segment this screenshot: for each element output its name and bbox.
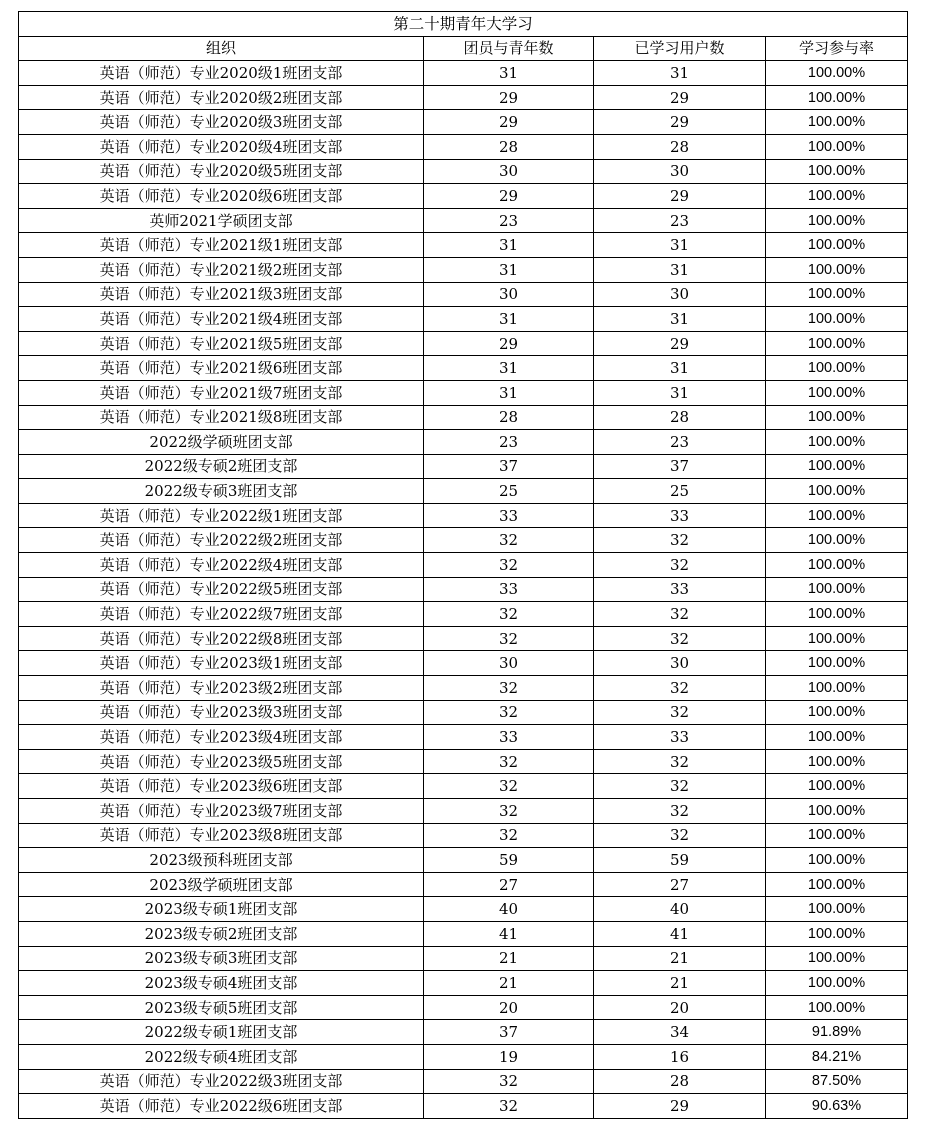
- participation-rate-cell: 100.00%: [766, 749, 908, 774]
- learned-count-cell: 20: [594, 995, 766, 1020]
- table-row: [19, 577, 908, 602]
- table-row: [19, 85, 908, 110]
- table-row: [19, 331, 908, 356]
- org-cell: 英语（师范）专业2021级5班团支部: [19, 331, 424, 356]
- learned-count-cell: 27: [594, 872, 766, 897]
- org-cell: 2022级专硕4班团支部: [19, 1044, 424, 1069]
- table-row: [19, 995, 908, 1020]
- learned-count-cell: 29: [594, 110, 766, 135]
- participation-rate-cell: 100.00%: [766, 331, 908, 356]
- participation-rate-cell: 100.00%: [766, 823, 908, 848]
- table-row: [19, 282, 908, 307]
- org-cell: 2023级学硕班团支部: [19, 872, 424, 897]
- org-cell: 英语（师范）专业2023级4班团支部: [19, 725, 424, 750]
- learned-count-cell: 28: [594, 134, 766, 159]
- member-count-cell: 32: [424, 1069, 594, 1094]
- header-row: [19, 36, 908, 61]
- member-count-cell: 29: [424, 331, 594, 356]
- org-cell: 英语（师范）专业2020级5班团支部: [19, 159, 424, 184]
- learned-count-cell: 29: [594, 184, 766, 209]
- learned-count-cell: 34: [594, 1020, 766, 1045]
- participation-rate-cell: 84.21%: [766, 1044, 908, 1069]
- participation-rate-cell: 100.00%: [766, 307, 908, 332]
- table-row: [19, 356, 908, 381]
- participation-rate-cell: 100.00%: [766, 946, 908, 971]
- org-cell: 英语（师范）专业2022级4班团支部: [19, 553, 424, 578]
- participation-rate-cell: 100.00%: [766, 454, 908, 479]
- participation-rate-cell: 100.00%: [766, 725, 908, 750]
- org-cell: 英语（师范）专业2022级7班团支部: [19, 602, 424, 627]
- learned-count-cell: 30: [594, 651, 766, 676]
- table-row: [19, 503, 908, 528]
- member-count-cell: 32: [424, 528, 594, 553]
- table-body: [19, 12, 908, 1119]
- table-row: [19, 872, 908, 897]
- participation-rate-cell: 100.00%: [766, 405, 908, 430]
- org-cell: 英语（师范）专业2021级7班团支部: [19, 380, 424, 405]
- member-count-cell: 59: [424, 848, 594, 873]
- member-count-cell: 29: [424, 85, 594, 110]
- learned-count-cell: 23: [594, 430, 766, 455]
- member-count-cell: 32: [424, 823, 594, 848]
- participation-rate-cell: 100.00%: [766, 233, 908, 258]
- learned-count-cell: 32: [594, 700, 766, 725]
- member-count-cell: 29: [424, 110, 594, 135]
- participation-rate-cell: 100.00%: [766, 626, 908, 651]
- learned-count-cell: 32: [594, 602, 766, 627]
- org-cell: 英语（师范）专业2022级8班团支部: [19, 626, 424, 651]
- org-cell: 2023级专硕5班团支部: [19, 995, 424, 1020]
- participation-rate-cell: 100.00%: [766, 356, 908, 381]
- learned-count-cell: 29: [594, 331, 766, 356]
- participation-rate-cell: 100.00%: [766, 921, 908, 946]
- learned-count-cell: 41: [594, 921, 766, 946]
- table-row: [19, 1069, 908, 1094]
- participation-rate-cell: 100.00%: [766, 134, 908, 159]
- member-count-cell: 31: [424, 356, 594, 381]
- participation-rate-cell: 100.00%: [766, 208, 908, 233]
- member-count-cell: 37: [424, 1020, 594, 1045]
- participation-rate-cell: 100.00%: [766, 257, 908, 282]
- learned-count-cell: 32: [594, 749, 766, 774]
- member-count-cell: 32: [424, 553, 594, 578]
- org-cell: 2023级专硕4班团支部: [19, 971, 424, 996]
- learned-count-cell: 32: [594, 823, 766, 848]
- learned-count-cell: 33: [594, 577, 766, 602]
- table-row: [19, 110, 908, 135]
- table-row: [19, 626, 908, 651]
- table-row: [19, 971, 908, 996]
- participation-rate-cell: 100.00%: [766, 528, 908, 553]
- learned-count-cell: 23: [594, 208, 766, 233]
- learned-count-cell: 32: [594, 553, 766, 578]
- member-count-cell: 25: [424, 479, 594, 504]
- member-count-cell: 40: [424, 897, 594, 922]
- learned-count-cell: 31: [594, 307, 766, 332]
- participation-rate-cell: 90.63%: [766, 1094, 908, 1119]
- learned-count-cell: 21: [594, 971, 766, 996]
- member-count-cell: 28: [424, 134, 594, 159]
- table-row: [19, 774, 908, 799]
- participation-rate-cell: 100.00%: [766, 479, 908, 504]
- learned-count-cell: 31: [594, 61, 766, 86]
- participation-rate-cell: 100.00%: [766, 577, 908, 602]
- member-count-cell: 31: [424, 61, 594, 86]
- table-row: [19, 61, 908, 86]
- participation-rate-cell: 100.00%: [766, 184, 908, 209]
- table-row: [19, 380, 908, 405]
- participation-rate-cell: 100.00%: [766, 651, 908, 676]
- participation-rate-cell: 100.00%: [766, 872, 908, 897]
- table-row: [19, 479, 908, 504]
- study-participation-table: [18, 11, 908, 1119]
- org-cell: 英语（师范）专业2021级1班团支部: [19, 233, 424, 258]
- org-cell: 2023级专硕2班团支部: [19, 921, 424, 946]
- title-row: [19, 12, 908, 37]
- learned-count-cell: 33: [594, 503, 766, 528]
- participation-rate-cell: 100.00%: [766, 602, 908, 627]
- participation-rate-cell: 100.00%: [766, 380, 908, 405]
- header-organization: 组织: [19, 36, 424, 61]
- learned-count-cell: 28: [594, 1069, 766, 1094]
- org-cell: 2022级专硕3班团支部: [19, 479, 424, 504]
- header-participation-rate: 学习参与率: [766, 36, 908, 61]
- org-cell: 英语（师范）专业2020级6班团支部: [19, 184, 424, 209]
- org-cell: 英语（师范）专业2023级6班团支部: [19, 774, 424, 799]
- participation-rate-cell: 100.00%: [766, 159, 908, 184]
- table-row: [19, 405, 908, 430]
- table-row: [19, 1020, 908, 1045]
- member-count-cell: 31: [424, 380, 594, 405]
- learned-count-cell: 30: [594, 282, 766, 307]
- org-cell: 英师2021学硕团支部: [19, 208, 424, 233]
- learned-count-cell: 31: [594, 233, 766, 258]
- learned-count-cell: 25: [594, 479, 766, 504]
- participation-rate-cell: 100.00%: [766, 971, 908, 996]
- org-cell: 英语（师范）专业2023级5班团支部: [19, 749, 424, 774]
- participation-rate-cell: 100.00%: [766, 799, 908, 824]
- participation-rate-cell: 100.00%: [766, 282, 908, 307]
- learned-count-cell: 32: [594, 774, 766, 799]
- table-row: [19, 823, 908, 848]
- member-count-cell: 31: [424, 233, 594, 258]
- participation-rate-cell: 87.50%: [766, 1069, 908, 1094]
- table-row: [19, 208, 908, 233]
- header-learned-count: 已学习用户数: [594, 36, 766, 61]
- learned-count-cell: 32: [594, 799, 766, 824]
- participation-rate-cell: 100.00%: [766, 774, 908, 799]
- table-row: [19, 184, 908, 209]
- participation-rate-cell: 100.00%: [766, 995, 908, 1020]
- table-row: [19, 430, 908, 455]
- org-cell: 2022级专硕2班团支部: [19, 454, 424, 479]
- table-row: [19, 159, 908, 184]
- learned-count-cell: 21: [594, 946, 766, 971]
- org-cell: 英语（师范）专业2022级5班团支部: [19, 577, 424, 602]
- org-cell: 英语（师范）专业2021级2班团支部: [19, 257, 424, 282]
- org-cell: 2023级专硕3班团支部: [19, 946, 424, 971]
- table-row: [19, 676, 908, 701]
- learned-count-cell: 59: [594, 848, 766, 873]
- table-row: [19, 651, 908, 676]
- table-row: [19, 233, 908, 258]
- org-cell: 2023级专硕1班团支部: [19, 897, 424, 922]
- member-count-cell: 21: [424, 946, 594, 971]
- org-cell: 英语（师范）专业2023级2班团支部: [19, 676, 424, 701]
- table-row: [19, 700, 908, 725]
- learned-count-cell: 28: [594, 405, 766, 430]
- member-count-cell: 41: [424, 921, 594, 946]
- member-count-cell: 33: [424, 503, 594, 528]
- table-row: [19, 553, 908, 578]
- org-cell: 英语（师范）专业2021级3班团支部: [19, 282, 424, 307]
- participation-rate-cell: 100.00%: [766, 61, 908, 86]
- org-cell: 英语（师范）专业2022级3班团支部: [19, 1069, 424, 1094]
- participation-rate-cell: 100.00%: [766, 430, 908, 455]
- table-row: [19, 749, 908, 774]
- member-count-cell: 32: [424, 749, 594, 774]
- org-cell: 英语（师范）专业2022级1班团支部: [19, 503, 424, 528]
- table-row: [19, 528, 908, 553]
- member-count-cell: 19: [424, 1044, 594, 1069]
- table-row: [19, 307, 908, 332]
- member-count-cell: 32: [424, 626, 594, 651]
- table-row: [19, 725, 908, 750]
- learned-count-cell: 32: [594, 626, 766, 651]
- member-count-cell: 30: [424, 651, 594, 676]
- member-count-cell: 32: [424, 1094, 594, 1119]
- learned-count-cell: 29: [594, 1094, 766, 1119]
- member-count-cell: 32: [424, 799, 594, 824]
- member-count-cell: 32: [424, 774, 594, 799]
- participation-rate-cell: 100.00%: [766, 848, 908, 873]
- table-row: [19, 946, 908, 971]
- learned-count-cell: 29: [594, 85, 766, 110]
- table-row: [19, 257, 908, 282]
- member-count-cell: 32: [424, 676, 594, 701]
- member-count-cell: 28: [424, 405, 594, 430]
- org-cell: 英语（师范）专业2023级1班团支部: [19, 651, 424, 676]
- table-row: [19, 897, 908, 922]
- learned-count-cell: 32: [594, 676, 766, 701]
- participation-rate-cell: 100.00%: [766, 676, 908, 701]
- learned-count-cell: 40: [594, 897, 766, 922]
- header-member-count: 团员与青年数: [424, 36, 594, 61]
- learned-count-cell: 30: [594, 159, 766, 184]
- org-cell: 2022级学硕班团支部: [19, 430, 424, 455]
- participation-rate-cell: 91.89%: [766, 1020, 908, 1045]
- table-row: [19, 921, 908, 946]
- org-cell: 英语（师范）专业2023级3班团支部: [19, 700, 424, 725]
- member-count-cell: 33: [424, 725, 594, 750]
- org-cell: 英语（师范）专业2020级2班团支部: [19, 85, 424, 110]
- table-row: [19, 848, 908, 873]
- participation-rate-cell: 100.00%: [766, 85, 908, 110]
- member-count-cell: 29: [424, 184, 594, 209]
- participation-rate-cell: 100.00%: [766, 503, 908, 528]
- member-count-cell: 32: [424, 700, 594, 725]
- table-row: [19, 602, 908, 627]
- org-cell: 2022级专硕1班团支部: [19, 1020, 424, 1045]
- member-count-cell: 21: [424, 971, 594, 996]
- org-cell: 英语（师范）专业2021级6班团支部: [19, 356, 424, 381]
- member-count-cell: 33: [424, 577, 594, 602]
- learned-count-cell: 31: [594, 380, 766, 405]
- learned-count-cell: 16: [594, 1044, 766, 1069]
- org-cell: 英语（师范）专业2022级2班团支部: [19, 528, 424, 553]
- org-cell: 英语（师范）专业2023级7班团支部: [19, 799, 424, 824]
- learned-count-cell: 31: [594, 257, 766, 282]
- member-count-cell: 30: [424, 159, 594, 184]
- learned-count-cell: 32: [594, 528, 766, 553]
- table-row: [19, 1094, 908, 1119]
- table-title: 第二十期青年大学习: [19, 12, 908, 37]
- org-cell: 英语（师范）专业2022级6班团支部: [19, 1094, 424, 1119]
- participation-rate-cell: 100.00%: [766, 897, 908, 922]
- member-count-cell: 20: [424, 995, 594, 1020]
- org-cell: 英语（师范）专业2020级1班团支部: [19, 61, 424, 86]
- table-row: [19, 799, 908, 824]
- member-count-cell: 23: [424, 430, 594, 455]
- learned-count-cell: 37: [594, 454, 766, 479]
- member-count-cell: 37: [424, 454, 594, 479]
- member-count-cell: 30: [424, 282, 594, 307]
- org-cell: 2023级预科班团支部: [19, 848, 424, 873]
- table-row: [19, 134, 908, 159]
- org-cell: 英语（师范）专业2021级8班团支部: [19, 405, 424, 430]
- org-cell: 英语（师范）专业2020级3班团支部: [19, 110, 424, 135]
- org-cell: 英语（师范）专业2023级8班团支部: [19, 823, 424, 848]
- member-count-cell: 23: [424, 208, 594, 233]
- org-cell: 英语（师范）专业2020级4班团支部: [19, 134, 424, 159]
- member-count-cell: 32: [424, 602, 594, 627]
- table-row: [19, 1044, 908, 1069]
- participation-rate-cell: 100.00%: [766, 110, 908, 135]
- member-count-cell: 31: [424, 307, 594, 332]
- member-count-cell: 31: [424, 257, 594, 282]
- table-row: [19, 454, 908, 479]
- member-count-cell: 27: [424, 872, 594, 897]
- participation-rate-cell: 100.00%: [766, 700, 908, 725]
- org-cell: 英语（师范）专业2021级4班团支部: [19, 307, 424, 332]
- participation-rate-cell: 100.00%: [766, 553, 908, 578]
- learned-count-cell: 31: [594, 356, 766, 381]
- learned-count-cell: 33: [594, 725, 766, 750]
